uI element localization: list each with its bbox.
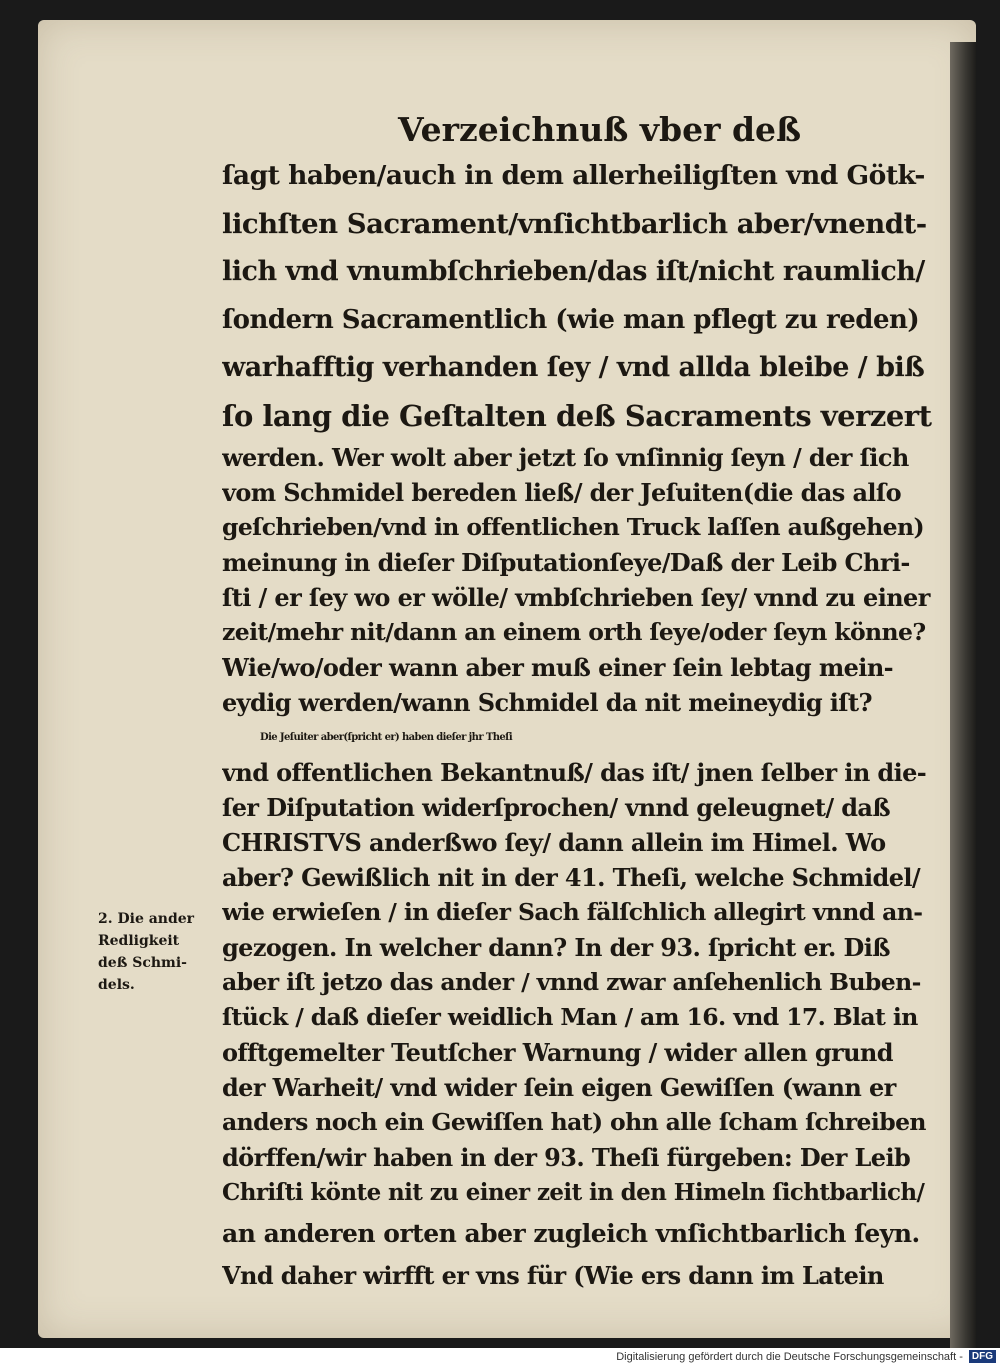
text-line: wie erwieſen / in dieſer Sach fälſchlich allegirt vnnd an- bbox=[222, 898, 923, 926]
footer bbox=[616, 1350, 996, 1363]
text-line: Wie/wo/oder wann aber muß einer ſein lebtag mein- bbox=[222, 653, 894, 682]
text-line: anders noch ein Gewiſſen hat) ohn alle ſcham ſchreiben bbox=[222, 1108, 926, 1136]
text-line: aber? Gewißlich nit in der 41. Theſi, welche Schmidel/ bbox=[222, 863, 921, 892]
text-line: werden. Wer wolt aber jetzt ſo vnſinnig ſeyn / der ſich bbox=[222, 443, 909, 472]
text-line: eydig werden/wann Schmidel da nit meineydig iſt? bbox=[222, 688, 872, 717]
text-line: der Warheit/ vnd wider ſein eigen Gewiſſen (wann er bbox=[222, 1073, 896, 1102]
text-line: vom Schmidel bereden ließ/ der Jeſuiten(die das alſo bbox=[222, 478, 902, 507]
footer-text: Digitalisierung gefördert durch die Deutsche Forschungsgemeinschaft - bbox=[616, 1350, 963, 1363]
text-line: warhafftig verhanden ſey / vnd allda bleibe / biß bbox=[222, 352, 925, 383]
text-line: geſchrieben/vnd in offentlichen Truck laſſen außgehen) bbox=[222, 513, 924, 541]
text-line: gezogen. In welcher dann? In der 93. ſpricht er. Diß bbox=[222, 933, 890, 962]
text-line: ſer Diſputation widerſprochen/ vnnd geleugnet/ daß bbox=[222, 793, 891, 822]
text-line: Vnd daher wirfft er vns für (Wie ers dann im Latein bbox=[222, 1261, 884, 1290]
text-line: ſti / er ſey wo er wölle/ vmbſchrieben ſey/ vnnd zu einer bbox=[222, 583, 930, 612]
text-line: aber iſt jetzo das ander / vnnd zwar anſehenlich Buben- bbox=[222, 968, 921, 996]
text-line: vnd offentlichen Bekantnuß/ das iſt/ jnen ſelber in die- bbox=[222, 758, 927, 787]
text-line: ſagt haben/auch in dem allerheiligſten vnd Götk- bbox=[222, 160, 925, 191]
text-line: Die Jeſuiter aber(ſpricht er) haben dieſer jhr Theſi bbox=[260, 732, 513, 743]
text-line: offtgemelter Teutſcher Warnung / wider allen grund bbox=[222, 1038, 893, 1067]
text-line: ſo lang die Geſtalten deß Sacraments verzert bbox=[222, 399, 932, 433]
text-line: CHRISTVS anderßwo ſey/ dann allein im Himel. Wo bbox=[222, 828, 886, 857]
text-line: dörffen/wir haben in der 93. Theſi fürgeben: Der Leib bbox=[222, 1143, 911, 1172]
margin-note-line: Redligkeit bbox=[98, 933, 180, 949]
text-line: an anderen orten aber zugleich vnſichtbarlich ſeyn. bbox=[222, 1219, 920, 1248]
margin-note bbox=[98, 908, 224, 996]
text-line: ſondern Sacramentlich (wie man pflegt zu reden) bbox=[222, 305, 920, 335]
margin-note-line: deß Schmi- bbox=[98, 955, 187, 971]
page-edge bbox=[950, 42, 976, 1348]
margin-note-line: 2. Die ander bbox=[98, 911, 195, 927]
running-header: Verzeichnuß vber deß bbox=[398, 110, 802, 149]
dfg-logo: DFG bbox=[969, 1350, 996, 1363]
text-line: ſtück / daß dieſer weidlich Man / am 16. vnd 17. Blat in bbox=[222, 1003, 918, 1031]
body-text bbox=[222, 152, 932, 1293]
text-line: Chriſti könte nit zu einer zeit in den Himeln ſichtbarlich/ bbox=[222, 1179, 925, 1206]
margin-note-line: dels. bbox=[98, 977, 135, 993]
text-line: zeit/mehr nit/dann an einem orth ſeye/oder ſeyn könne? bbox=[222, 618, 926, 646]
text-line: lichſten Sacrament/vnſichtbarlich aber/vnendt- bbox=[222, 208, 927, 240]
text-line: lich vnd vnumbſchrieben/das iſt/nicht raumlich/ bbox=[222, 256, 925, 287]
text-line: meinung in dieſer Diſputationſeye/Daß der Leib Chri- bbox=[222, 548, 910, 577]
